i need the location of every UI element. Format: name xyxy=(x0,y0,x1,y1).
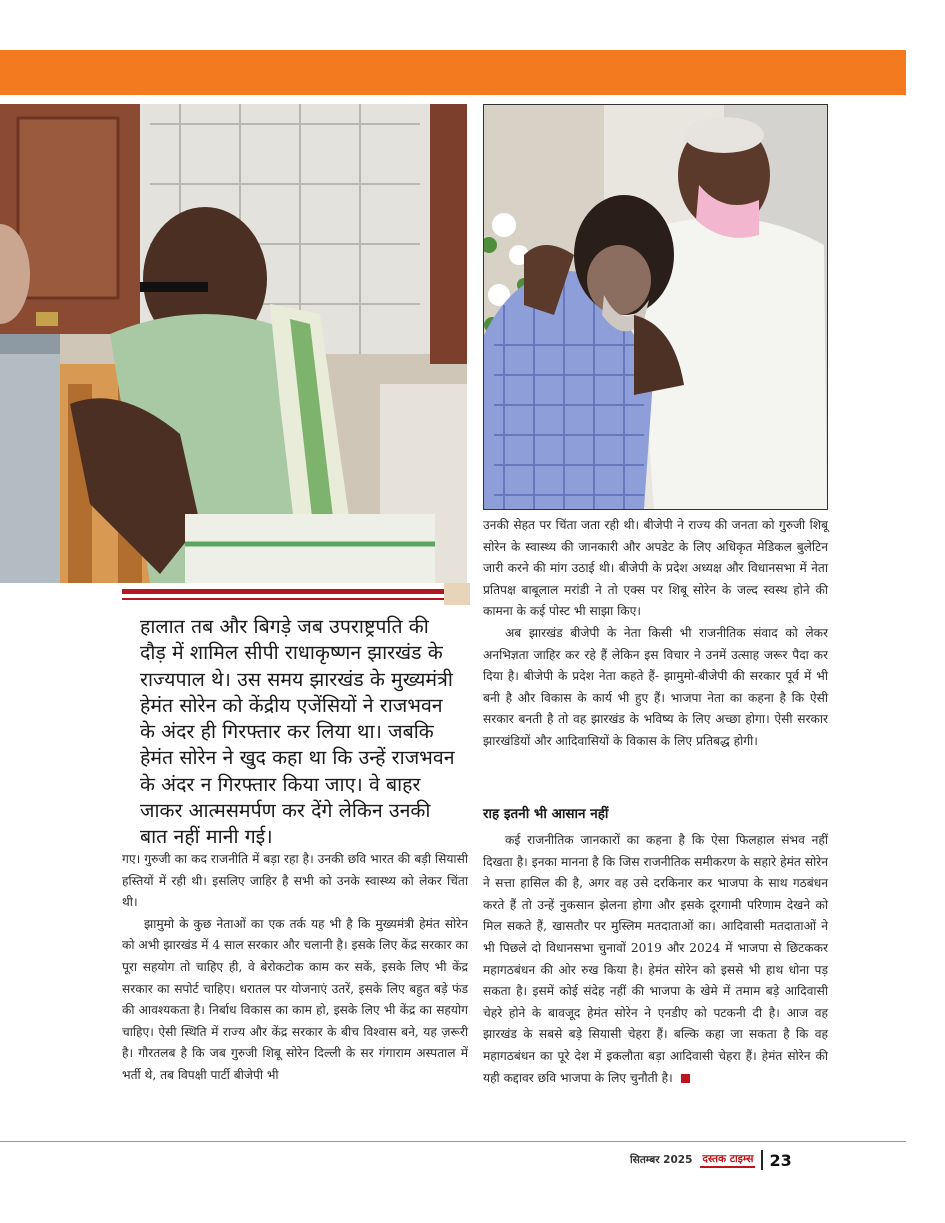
left-paragraph-2: झामुमो के कुछ नेताओं का एक तर्क यह भी है कि मुख्यमंत्री हेमंत सोरेन को अभी झारखंड में 4 साल सरकार और चलानी है। इसके लिए केंद्र सरकार का पूरा सहयोग तो चाहिए ही, वे बेरोकटोक काम कर सकें, इसके लिए भी केंद्र सरकार का सपोर्ट चाहिए। धरातल पर योजनाएं उतरें, इसके लिए बहुत बड़े फंड की आवश्यकता है। निर्बाध विकास का काम हो, इसके लिए भी केंद्र का सहयोग चाहिए। ऐसी स्थिति में राज्य और केंद्र सरकार के बीच विश्वास बने, यह ज़रूरी है। गौरतलब है कि जब गुरुजी शिबू सोरेन दिल्ली के सर गंगाराम अस्पताल में भर्ती थे, तब विपक्षी पार्टी बीजेपी भी xyxy=(122,916,468,1082)
right-column-bottom xyxy=(483,830,828,1089)
right-paragraph-2: अब झारखंड बीजेपी के नेता किसी भी राजनीतिक संवाद को लेकर अनभिज्ञता जाहिर कर रहे हैं लेकिन इस विचार ने उनमें उत्साह जरूर पैदा कर दिया है। बीजेपी के प्रदेश नेता कहते हैं- झामुमो-बीजेपी की सरकार पूर्व में भी बनी है और विकास के कार्य भी हुए हैं। भाजपा नेता का कहना है कि ऐसी सरकार बनती है तो वह झारखंड के भविष्य के लिए अच्छा होगा। ऐसी सरकार झारखंडियों और आदिवासियों के विकास के लिए प्रतिबद्ध होगी। xyxy=(483,625,828,748)
photo-two-men-seated xyxy=(0,104,467,583)
pullquote-rule-thick xyxy=(122,589,444,594)
photo-right xyxy=(483,104,828,510)
left-paragraph-1: गए। गुरुजी का कद राजनीति में बड़ा रहा है। उनकी छवि भारत की बड़ी सियासी हस्तियों में रही थी। इसलिए जाहिर है सभी को उनके स्वास्थ्य को लेकर चिंता थी। xyxy=(122,852,468,910)
section-subhead: राह इतनी भी आसान नहीं xyxy=(483,806,609,822)
page-footer xyxy=(630,1149,792,1171)
photo-left xyxy=(0,104,467,583)
pullquote: हालात तब और बिगड़े जब उपराष्ट्रपति की दौड़ में शामिल सीपी राधाकृष्णन झारखंड के राज्यपाल थे। उस समय झारखंड के मुख्यमंत्री हेमंत सोरेन को केंद्रीय एजेंसियों ने राजभवन के अंदर ही गिरफ्तार कर लिया था। जबकि हेमंत सोरेन ने खुद कहा था कि उन्हें राजभवन के अंदर न गिरफ्तार किया जाए। वे बाहर जाकर आत्मसमर्पण कर देंगे लेकिन उनकी बात नहीं मानी गई। xyxy=(140,615,455,849)
footer-magazine-logo: दस्तक टाइम्स xyxy=(700,1152,755,1168)
header-orange-band xyxy=(0,50,906,95)
footer-divider xyxy=(761,1150,763,1170)
footer-rule xyxy=(0,1141,906,1142)
right-paragraph-1: उनकी सेहत पर चिंता जता रही थी। बीजेपी ने राज्य की जनता को गुरुजी शिबू सोरेन के स्वास्थ्य की जानकारी और अपडेट के लिए अधिकृत मेडिकल बुलेटिन जारी करने की मांग उठाई थी। बीजेपी के प्रदेश अध्यक्ष और विधानसभा में नेता प्रतिपक्ष बाबूलाल मरांडी ने तो एक्स पर शिबू सोरेन के जल्द स्वस्थ होने की कामना के कई पोस्ट भी साझा किए। xyxy=(483,518,828,619)
end-mark-icon xyxy=(681,1074,690,1083)
page-number: 23 xyxy=(769,1150,792,1170)
photo-two-men-embracing xyxy=(484,105,827,509)
pullquote-rule-thin xyxy=(122,598,444,600)
footer-issue-date: सितम्बर 2025 xyxy=(630,1154,693,1166)
pullquote-corner-block xyxy=(444,583,470,605)
right-paragraph-3: कई राजनीतिक जानकारों का कहना है कि ऐसा फिलहाल संभव नहीं दिखता है। इनका मानना है कि जिस राजनीतिक समीकरण के सहारे हेमंत सोरेन ने सत्ता हासिल की है, अगर वह उसे दरकिनार कर भाजपा के साथ गठबंधन करते हैं तो उन्हें नुकसान झेलना होगा और इसके दूरगामी परिणाम देखने को मिल सकते हैं, खासतौर पर मुस्लिम मतदाताओं का। आदिवासी मतदाताओं ने भी पिछले दो विधानसभा चुनावों 2019 और 2024 में भाजपा से छिटककर महागठबंधन की ओर रुख किया है। हेमंत सोरेन को इससे भी हाथ धोना पड़ सकता है। इसमें कोई संदेह नहीं की भाजपा के खेमे में तमाम बड़े आदिवासी चेहरे होने के बावजूद हेमंत सोरेन ने एनडीए को पटकनी दी है। आज वह झारखंड के सबसे बड़े सियासी चेहरा हैं। बल्कि कहा जा सकता है कि वह महागठबंधन का पूरे देश में इकलौता बड़ा आदिवासी चेहरा हैं। हेमंत सोरेन की यही कद्दावर छवि भाजपा के लिए चुनौती है। xyxy=(483,833,828,1085)
right-column-top xyxy=(483,515,828,753)
left-column xyxy=(122,849,468,1087)
